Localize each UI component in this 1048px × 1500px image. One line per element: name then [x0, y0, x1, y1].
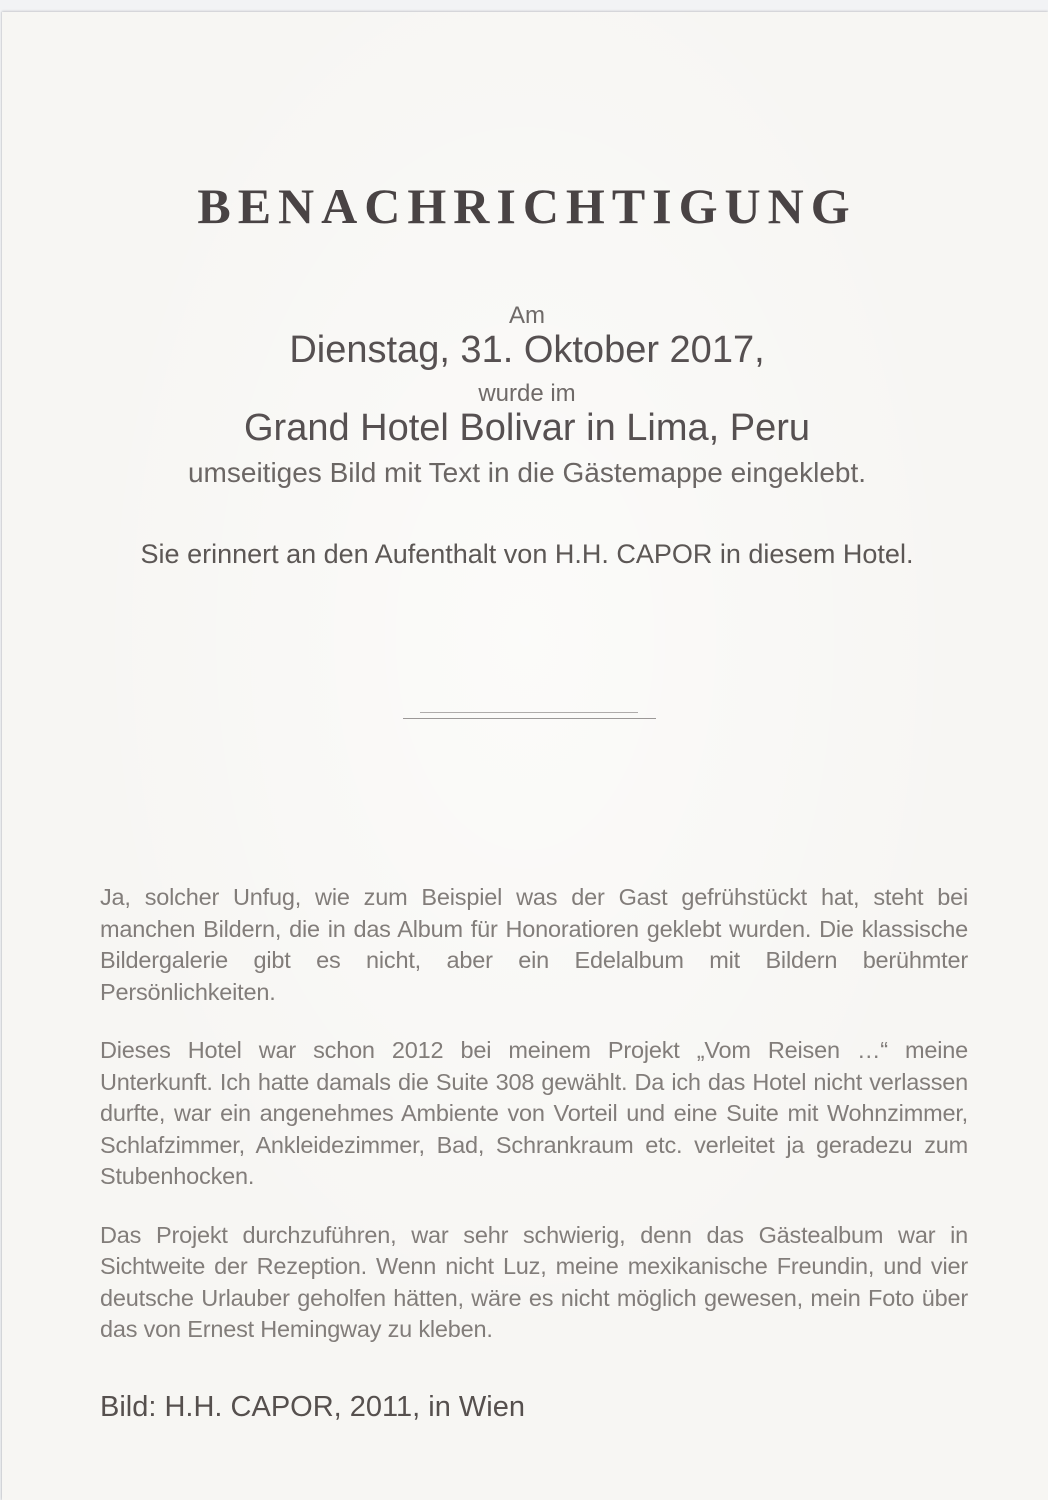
body-text [100, 882, 968, 1424]
paragraph-2: Dieses Hotel war schon 2012 bei meinem Projekt „Vom Reisen …“ meine Unterkunft. Ich hatte damals die Suite 308 gewählt. Da ich das Hotel nicht verlassen durfte, war ein angenehmes Ambiente von Vorteil und eine Suite mit Wohnzimmer, Schlafzimmer, Ankleidezimmer, Bad, Schrankraum etc. verleitet ja geradezu zum Stubenhocken. [100, 1037, 968, 1189]
notice-reminder: Sie erinnert an den Aufenthalt von H.H. CAPOR in diesem Hotel. [140, 539, 914, 569]
notice-location: Grand Hotel Bolivar in Lima, Peru [243, 407, 811, 449]
paragraph-1: Ja, solcher Unfug, wie zum Beispiel was der Gast gefrühstückt hat, steht bei manchen Bildern, die in das Album für Honoratioren geklebt wurden. Die klassische Bildergalerie gibt es nicht, aber ein Edelalbum mit Bildern berühmter Persönlichkeiten. [100, 884, 968, 1005]
notice-connector: wurde im [478, 380, 576, 407]
notice-intro: Am [509, 302, 545, 329]
paragraph-3: Das Projekt durchzuführen, war sehr schwierig, denn das Gästealbum war in Sichtweite der Rezeption. Wenn nicht Luz, meine mexikanische Freundin, und vier deutsche Urlauber geholfen hätten, wäre es nicht möglich gewesen, mein Foto über das von Ernest Hemingway zu kleben. [100, 1221, 968, 1342]
image-credit: Bild: H.H. CAPOR, 2011, in Wien [100, 1390, 525, 1423]
separator-rule-top [420, 712, 638, 713]
document-title: BENACHRICHTIGUNG [197, 178, 857, 234]
separator-rule-bottom [403, 718, 656, 719]
notice-date: Dienstag, 31. Oktober 2017, [289, 329, 765, 371]
notice-action: umseitiges Bild mit Text in die Gästemappe eingeklebt. [187, 457, 867, 488]
